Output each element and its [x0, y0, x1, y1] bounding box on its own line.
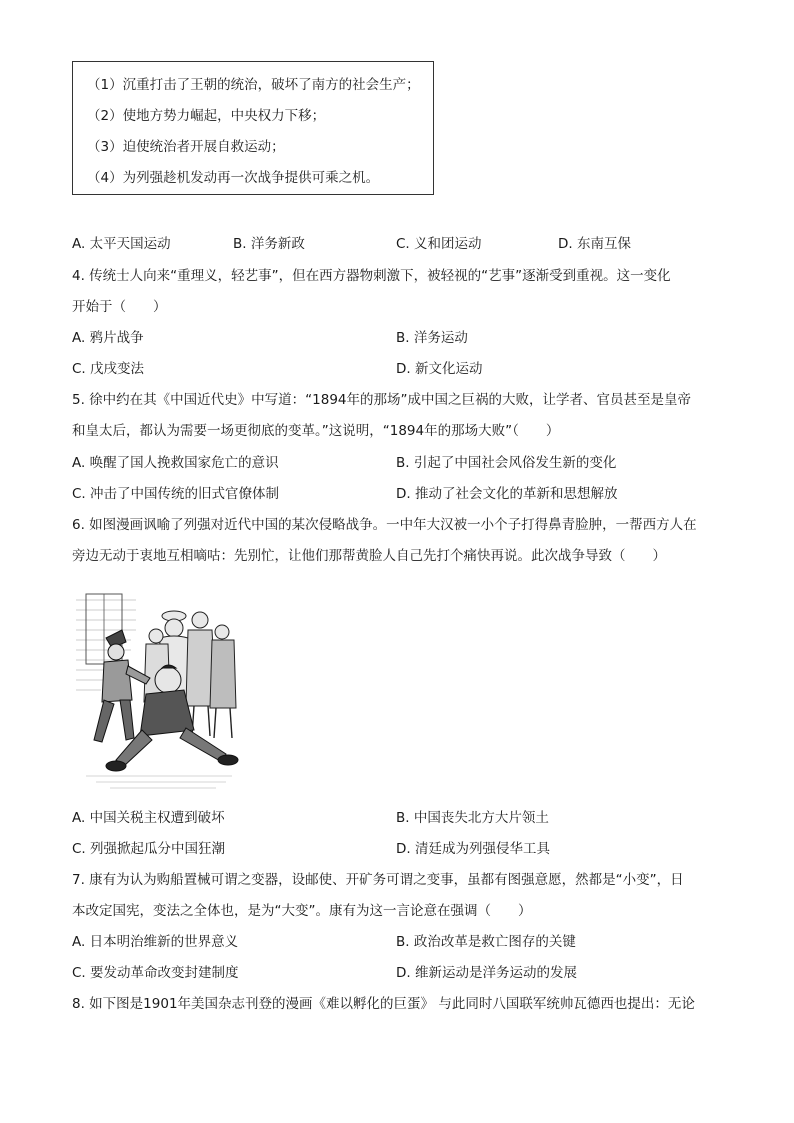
q7-option-a[interactable]: A. 日本明治维新的世界意义: [72, 934, 239, 950]
q3-option-b[interactable]: B. 洋务新政: [233, 236, 305, 252]
q6-stem-line: 旁边无动于衷地互相嘀咕：先别忙，让他们那帮黄脸人自己先打个痛快再说。此次战争导致（ ）: [72, 548, 666, 564]
war-cartoon-illustration: [76, 590, 242, 796]
q3-material-box: [72, 61, 434, 195]
q4-option-c[interactable]: C. 戊戌变法: [72, 361, 145, 377]
q5-option-a[interactable]: A. 唤醒了国人挽救国家危亡的意识: [72, 455, 279, 471]
q7-option-c[interactable]: C. 要发动革命改变封建制度: [72, 965, 239, 981]
q5-option-c[interactable]: C. 冲击了中国传统的旧式官僚体制: [72, 486, 280, 502]
q7-option-b[interactable]: B. 政治改革是救亡图存的关键: [396, 934, 576, 950]
q8-stem-line: 8. 如下图是1901年美国杂志刊登的漫画《难以孵化的巨蛋》 与此同时八国联军统帅瓦德西也提出：无论: [72, 996, 695, 1012]
q7-stem-line: 7. 康有为认为购船置械可谓之变器，设邮使、开矿务可谓之变事，虽都有图强意愿，然都是“小变”，日: [72, 872, 684, 888]
q6-option-a[interactable]: A. 中国关税主权遭到破坏: [72, 810, 225, 826]
q7-option-d[interactable]: D. 维新运动是洋务运动的发展: [396, 965, 577, 981]
q6-option-c[interactable]: C. 列强掀起瓜分中国狂潮: [72, 841, 226, 857]
q4-stem-line: 开始于（ ）: [72, 299, 167, 315]
q6-option-b[interactable]: B. 中国丧失北方大片领土: [396, 810, 549, 826]
material-line: （3）迫使统治者开展自救运动；: [87, 139, 285, 155]
material-line: （2）使地方势力崛起，中央权力下移；: [87, 108, 326, 124]
q5-option-d[interactable]: D. 推动了社会文化的革新和思想解放: [396, 486, 618, 502]
q4-option-d[interactable]: D. 新文化运动: [396, 361, 483, 377]
q4-option-b[interactable]: B. 洋务运动: [396, 330, 468, 346]
q3-option-d[interactable]: D. 东南互保: [558, 236, 631, 252]
q6-stem-line: 6. 如图漫画讽喻了列强对近代中国的某次侵略战争。一中年大汉被一小个子打得鼻青脸肿，一帮西方人在: [72, 517, 697, 533]
q4-option-a[interactable]: A. 鸦片战争: [72, 330, 144, 346]
q6-option-d[interactable]: D. 清廷成为列强侵华工具: [396, 841, 550, 857]
material-line: （1）沉重打击了王朝的统治，破坏了南方的社会生产；: [87, 77, 420, 93]
q5-stem-line: 5. 徐中约在其《中国近代史》中写道：“1894年的那场”成中国之巨祸的大败，让学者、官员甚至是皇帝: [72, 392, 692, 408]
q7-stem-line: 本改定国宪，变法之全体也，是为“大变”。康有为这一言论意在强调（ ）: [72, 903, 532, 919]
q5-stem-line: 和皇太后，都认为需要一场更彻底的变革。”这说明，“1894年的那场大败”（ ）: [72, 423, 560, 439]
material-line: （4）为列强趁机发动再一次战争提供可乘之机。: [87, 170, 380, 186]
q3-option-c[interactable]: C. 义和团运动: [396, 236, 482, 252]
q3-option-a[interactable]: A. 太平天国运动: [72, 236, 171, 252]
q4-stem-line: 4. 传统士人向来“重理义，轻艺事”，但在西方器物刺激下，被轻视的“艺事”逐渐受到重视。这一变化: [72, 268, 671, 284]
q5-option-b[interactable]: B. 引起了中国社会风俗发生新的变化: [396, 455, 617, 471]
